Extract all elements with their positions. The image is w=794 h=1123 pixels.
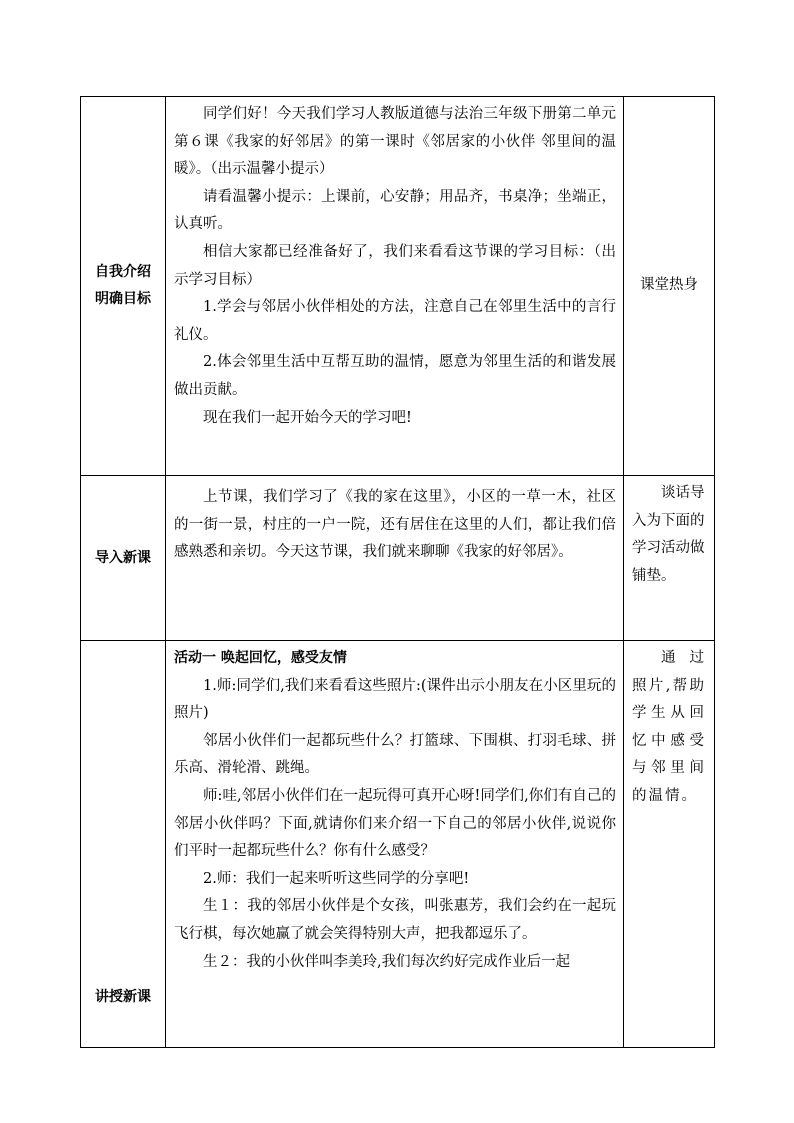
- row-note: [624, 476, 715, 641]
- row-label-line: 导入新课: [95, 549, 151, 566]
- paragraph: 2.师：我们一起来听听这些同学的分享吧!: [203, 870, 470, 887]
- row-label-line: 讲授新课: [95, 989, 151, 1005]
- row-label: [81, 641, 166, 1048]
- row-content: [166, 476, 624, 641]
- paragraph: 相信大家都已经准备好了，我们来看看这节课的学习目标：（出示学习目标）: [174, 243, 616, 288]
- paragraph: 1.师:同学们,我们来看看这些照片:(课件出示小朋友在小区里玩的照片): [174, 677, 616, 722]
- activity-heading: 活动一 唤起回忆，感受友情: [174, 650, 347, 666]
- paragraph: 生１：我的邻居小伙伴是个女孩，叫张惠芳，我们会约在一起玩飞行棋，每次她赢了就会笑得特别大声，把我都逗乐了。: [174, 898, 616, 942]
- row-content-clip: [174, 645, 616, 1007]
- paragraph: 生２：我的小伙伴叫李美玲,我们每次约好完成作业后一起: [203, 953, 571, 970]
- row-note: [624, 641, 715, 1048]
- paragraph: 2.体会邻里生活中互帮互助的温情，愿意为邻里生活的和谐发展做出贡献。: [174, 354, 616, 398]
- row-note-text: 通过照片,帮助学生从回忆中感受与邻里间的温情。: [632, 650, 706, 804]
- paragraph: 请看温馨小提示：上课前，心安静；用品齐，书桌净；坐端正，认真听。: [174, 188, 616, 233]
- paragraph: 现在我们一起开始今天的学习吧!: [203, 409, 412, 426]
- paragraph: 邻居小伙伴们一起都玩些什么？打篮球、下围棋、打羽毛球、拼乐高、滑轮滑、跳绳。: [174, 732, 616, 777]
- row-label-line: 自我介绍: [95, 264, 151, 280]
- row-note-text: 谈话导入为下面的学习活动做铺垫。: [632, 485, 705, 584]
- paragraph: 上节课，我们学习了《我的家在这里》，小区的一草一木，社区的一街一景，村庄的一户一院，还有居住在这里的人们，都让我们倍感熟悉和亲切。今天这节课，我们就来聊聊《我家的好邻居》。: [174, 489, 616, 561]
- row-content: [166, 97, 624, 476]
- row-label: [81, 97, 166, 476]
- row-label: [81, 476, 166, 641]
- row-label-line: 明确目标: [95, 291, 151, 307]
- row-content: [166, 641, 624, 1048]
- paragraph: 同学们好！今天我们学习人教版道德与法治三年级下册第二单元第６课《我家的好邻居》的第一课时《邻居家的小伙伴 邻里间的温暖》。（出示温馨小提示）: [174, 106, 616, 178]
- table-row: [81, 97, 715, 476]
- paragraph: 师:哇,邻居小伙伴们在一起玩得可真开心呀!同学们,你们有自己的邻居小伙伴吗？下面,就请你们来介绍一下自己的邻居小伙伴,说说你们平时一起都玩些什么？你有什么感受？: [174, 787, 616, 860]
- table-row: [81, 641, 715, 1048]
- row-note: 课堂热身: [624, 97, 715, 476]
- table-row: [81, 476, 715, 641]
- lesson-plan-table: [80, 96, 715, 1048]
- paragraph: 1.学会与邻居小伙伴相处的方法，注意自己在邻里生活中的言行礼仪。: [174, 299, 616, 343]
